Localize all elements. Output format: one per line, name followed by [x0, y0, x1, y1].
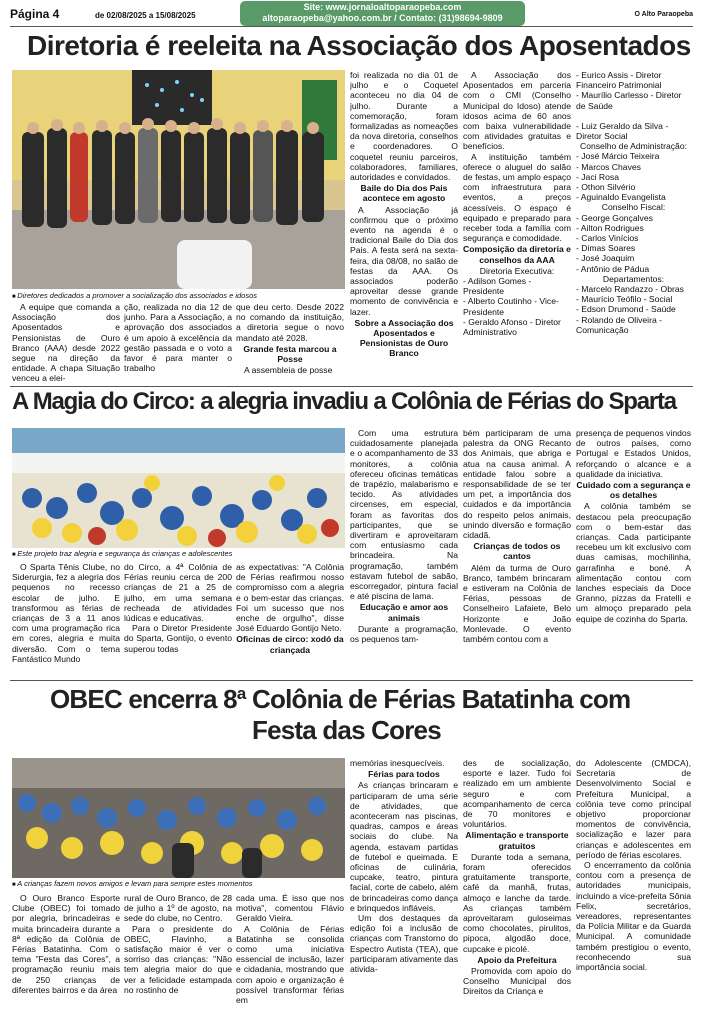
article3-text: cada uma. É isso que nos motiva", comentou Flávio Geraldo Vieira.	[236, 893, 344, 924]
article3-photo	[12, 758, 345, 878]
article3-caption: ■ A crianças fazem novos amigos e levam para sempre estes momentos	[12, 879, 253, 890]
subheading: Férias para todos	[368, 769, 440, 780]
section-divider	[10, 680, 693, 681]
article3-text: rural de Ouro Branco, de 28 de julho a 1º de agosto, na sede do clube, no Centro.	[124, 893, 232, 924]
article1-text: A Associação já confirmou que o próximo evento na agenda é o tradicional Baile do Dia dos Pais. A festa será na sexta-feira, dia 08/08, no salão de festas da AAA. Os associados poderão aproveitar desse grande momento de convivência e lazer.	[350, 204, 458, 317]
board-member: - Jaci Rosa	[576, 171, 619, 182]
board-member: - George Gonçalves	[576, 212, 653, 223]
article3-col2	[124, 893, 232, 1017]
article1-text: A instituição também oferece o aluguel do salão de festas, um amplo espaço com infraestrutura para eventos, a preços acessíveis. O espaço é equipado e preparado para receber toda a família com segurança e comodidade.	[463, 151, 571, 244]
article3-col1	[12, 893, 120, 1017]
board-member: - Alberto Coutinho - Vice-Presidente	[463, 296, 559, 317]
article1-photo	[12, 70, 345, 289]
article2-col5	[463, 428, 571, 684]
board-heading: Conselho Fiscal:	[601, 202, 666, 213]
subheading: Baile do Dia dos Pais acontece em agosto	[360, 183, 448, 204]
spacer	[576, 111, 691, 121]
article2-headline: A Magia do Circo: a alegria invadiu a Colônia de Férias do Sparta	[12, 388, 676, 415]
board-member: - Luiz Geraldo da Silva - Diretor Social	[576, 120, 669, 142]
article3-text: Durante toda a semana, foram oferecidos gratuitamente transporte, café da manhã, frutas, almoço e lanche da tarde. As crianças também aproveitaram guloseimas como chocolates, pirulitos, pipoca, algodão doce, cupcake e picolé.	[463, 851, 571, 954]
subheading: Cuidado com a segurança e os detalhes	[576, 480, 691, 501]
article1-col4	[350, 70, 458, 382]
article1-text: A assembleia de posse	[244, 365, 333, 376]
subheading: Educação e amor aos animais	[359, 602, 449, 623]
article2-photo	[12, 428, 345, 548]
article3-text: O Ouro Branco Esporte Clube (OBEC) foi tomado por alegria, brincadeiras e muita brincadeira durante a 8ª edição da Colônia de Férias Batatinha. Com o tema "Festa das Cores", a programação reuniu mais de 250 crianças de diferentes bairros e da área	[12, 893, 120, 995]
article1-text: A Associação dos Aposentados em parceria com o CMI (Conselho Municipal do Idoso) atende idosos acima de 60 anos com baixa vulnerabilidade com atividades gratuitas e benefícios.	[463, 70, 571, 152]
article2-text: as expectativas: "A Colônia de Férias reafirmou nosso compromisso com a alegria e o bem-estar das crianças. Foi um sucesso que nos enche de orgulho", disse José Eduardo Gontijo Neto.	[236, 562, 344, 634]
article3-text: memórias inesquecíveis.	[350, 758, 445, 768]
article2-text: Para o Diretor Presidente do Sparta, Gontijo, o evento superou todas	[124, 623, 232, 654]
article3-col3	[236, 893, 344, 1017]
article3-col4	[350, 758, 458, 1017]
subheading: Grande festa marcou a Posse	[243, 343, 337, 365]
article2-text: O Sparta Tênis Clube, no Siderurgia, fez a alegria dos pequenos no recesso escolar de julho. E transformou as férias de crianças de 3 a 11 anos com uma programação rica em cores, alegria e muita diversão. Com o tema Fantástico Mundo	[12, 562, 120, 664]
board-heading: Conselho de Administração:	[579, 141, 687, 152]
article2-text: Além da turma de Ouro Branco, também brincaram e estiveram na Colônia de Férias, pessoas de Conselheiro Lafaiete, Belo Horizonte e João Monlevade. O evento também contou com a	[463, 562, 571, 645]
article3-text: des de socialização, esporte e lazer. Tudo foi realizado em um ambiente seguro e com acompanhamento de cerca de 70 monitores e voluntários.	[463, 758, 571, 830]
page-number: Página 4	[10, 7, 60, 21]
board-member: - Carlos Vinícios	[576, 233, 639, 244]
board-member: - Edson Drumond - Saúde	[576, 304, 676, 315]
subheading: Alimentação e transporte gratuitos	[465, 830, 569, 851]
board-heading: Diretoria Executiva:	[479, 265, 555, 276]
site-link[interactable]: Site: www.jornaloaltoparaopeba.com	[303, 2, 462, 12]
publication-name: O Alto Paraopeba	[634, 11, 693, 18]
subheading: Oficinas de circo: xodó da criançada	[236, 634, 344, 655]
article2-col2	[124, 562, 232, 684]
article3-text: A Colônia de Férias Batatinha se consolida como uma iniciativa essencial de inclusão, lazer e cidadania, mostrando que com apoio e organização é possível transformar férias em	[236, 923, 344, 1006]
subheading: Crianças de todos os cantos	[473, 541, 561, 562]
article2-col6	[576, 428, 691, 684]
article2-col1	[12, 562, 120, 684]
site-contact-box	[240, 1, 525, 26]
article2-text: do Circo, a 4ª Colônia de Férias reuniu cerca de 200 crianças de 21 a 25 de julho, em uma semana recheada de atividades lúdicas e educativas.	[124, 562, 232, 624]
article1-col6	[576, 70, 691, 382]
board-member: - Antônio de Pádua	[576, 263, 650, 274]
subheading: Sobre a Associação dos Aposentados e Pensionistas de Ouro Branco	[354, 317, 454, 359]
article2-text: A colônia também se destacou pela preocupação com o bem-estar das crianças. Cada participante recebeu um kit exclusivo com duas camisas, mochilinha, garrafinha e boné. A alimentação contou com lanches especiais da Doce Granno, pizzas da Fratelli e um almoço preparado pela equipe de cozinha do Sparta.	[576, 501, 691, 624]
article2-text: bém participaram de uma palestra da ONG Recanto dos Animais, que abriga e atua na causa animal. A entidade falou sobre a responsabilidade de se ter um pet, a importância dos cuidados e da importância do respeito pelos animais, unindo diversão e formação cidadã.	[463, 428, 571, 541]
header-divider	[10, 26, 693, 27]
article1-text: foi realizada no dia 01 de julho e o Coquetel aconteceu no dia 04 de julho. Durante a comemoração, foram formalizadas as nomeações da nova diretoria, conselhos e coordenadores. O coquetel reuniu parceiros, colaboradores, familiares, autoridades e convidados.	[350, 70, 458, 183]
board-member: - Rolando de Oliveira - Comunicação	[576, 314, 662, 335]
board-member: - Maurício Teófilo - Social	[576, 294, 673, 305]
subheading: Composição da diretoria e conselhos da AAA	[463, 244, 571, 265]
article3-col5	[463, 758, 571, 1017]
article2-col3	[236, 562, 344, 684]
board-member: - Marcos Chaves	[576, 161, 641, 172]
article3-headline-line2: Festa das Cores	[252, 715, 441, 745]
article3-col6	[576, 758, 691, 1017]
article1-caption: ■ Diretores dedicados a promover a socialização dos associados e idosos	[12, 291, 257, 302]
subheading: Apoio da Prefeitura	[477, 954, 557, 965]
article3-text: As crianças brincaram e participaram de uma série de atividades, que aconteceram nas piscinas, quadras, campos e áreas sociais do clube. Na agenda, estavam partidas de futebol e queimada. E oficinas de culinária, cupcake, teatro, pintura facial, corte de cabelo, além de brincadeiras como dança e brinquedos infláveis.	[350, 780, 458, 913]
board-member: - Marcelo Randazzo - Obras	[576, 284, 684, 295]
article3-text: Um dos destaques da edição foi a inclusão de crianças com Transtorno do Espectro Autista (TEA), que participaram ativamente das ativida-	[350, 913, 458, 975]
board-member: - Othon Silvério	[576, 182, 636, 193]
article3-headline-line1: OBEC encerra 8ª Colônia de Férias Batatinha com	[50, 684, 631, 714]
article2-text: Durante a programação, os pequenos tam-	[350, 623, 458, 645]
article3-text: do Adolescente (CMDCA), Secretaria de Desenvolvimento Social e Prefeitura Municipal, a colônia teve como principal objetivo proporcionar momentos de convivência, socialização e lazer para crianças e adolescentes em período de férias escolares.	[576, 758, 691, 860]
board-heading: Departamentos:	[602, 273, 665, 284]
board-member: - Eurico Assis - Diretor Financeiro Patrimonial	[576, 70, 662, 91]
article1-col2	[124, 302, 232, 392]
article2-caption: ■ Este projeto traz alegria e segurança às crianças e adolescentes	[12, 549, 232, 560]
board-member: - Ailton Rodrigues	[576, 222, 644, 233]
board-member: - José Márcio Teixeira	[576, 151, 660, 162]
board-member: - Geraldo Afonso - Diretor Administrativo	[463, 316, 561, 338]
section-divider	[10, 386, 693, 387]
article1-text: ção, realizada no dia 12 de junho. Para a Associação, a aprovação dos associados é um apoio à excelência da gestão passada e o voto a favor é para manter o trabalho	[124, 302, 232, 374]
article3-text: Promovida com apoio do Conselho Municipal dos Direitos da Criança e	[463, 966, 571, 997]
article1-text: A equipe que comanda a Associação dos Aposentados e Pensionistas de Ouro Branco (AAA) desde 2022 segue na direção da entidade. A chapa Situação venceu a elei-	[12, 302, 120, 384]
board-member: - Maurílio Carlesso - Diretor de Saúde	[576, 90, 682, 111]
article3-text: Para o presidente do OBEC, Flavinho, a satisfação maior é ver o sorriso das crianças: "Não tem alegria maior do que ver a felicidade estampada no rostinho de	[124, 923, 232, 995]
article2-text: Com uma estrutura cuidadosamente planejada e o acompanhamento de 33 monitores, a colônia ofereceu oficinas temáticas de trapézio, malabarismo e tecido. As atividades circenses, em especial, foram as favoritas dos participantes, que se divertiram e aproveitaram com entusiasmo cada brincadeira. Na programação, também estavam futebol de sabão, escorregador, pintura facial e até piscina de lama.	[350, 428, 458, 602]
board-member: - Adilson Gomes - Presidente	[463, 276, 532, 297]
board-member: - Dimas Soares	[576, 243, 636, 254]
article1-headline: Diretoria é reeleita na Associação dos Aposentados	[27, 30, 691, 61]
article3-text: O encerramento da colônia contou com a presença de autoridades municipais, incluindo a vice-prefeita Sônia Felix, secretários, vereadores, representantes da Polícia Militar e da Guarda Municipal. A comunidade também prestigiou o evento, reconhecendo sua importância social.	[576, 860, 691, 973]
edition-date: de 02/08/2025 a 15/08/2025	[95, 11, 196, 20]
board-member: - Aguinaldo Evangelista	[576, 192, 666, 203]
article1-col1	[12, 302, 120, 392]
board-member: - José Joaquim	[576, 253, 635, 264]
contact-line[interactable]: altoparaopeba@yahoo.com.br / Contato: (31)98694-9809	[262, 13, 503, 23]
article2-col4	[350, 428, 458, 684]
article1-col3	[236, 302, 344, 392]
article2-text: presença de pequenos vindos de outros países, como Portugal e Estados Unidos, reforçando o alcance e a qualidade da iniciativa.	[576, 428, 691, 479]
article1-text: que deu certo. Desde 2022 no comando da instituição, a diretoria segue o novo mandato até 2028.	[236, 302, 344, 343]
article1-col5	[463, 70, 571, 382]
